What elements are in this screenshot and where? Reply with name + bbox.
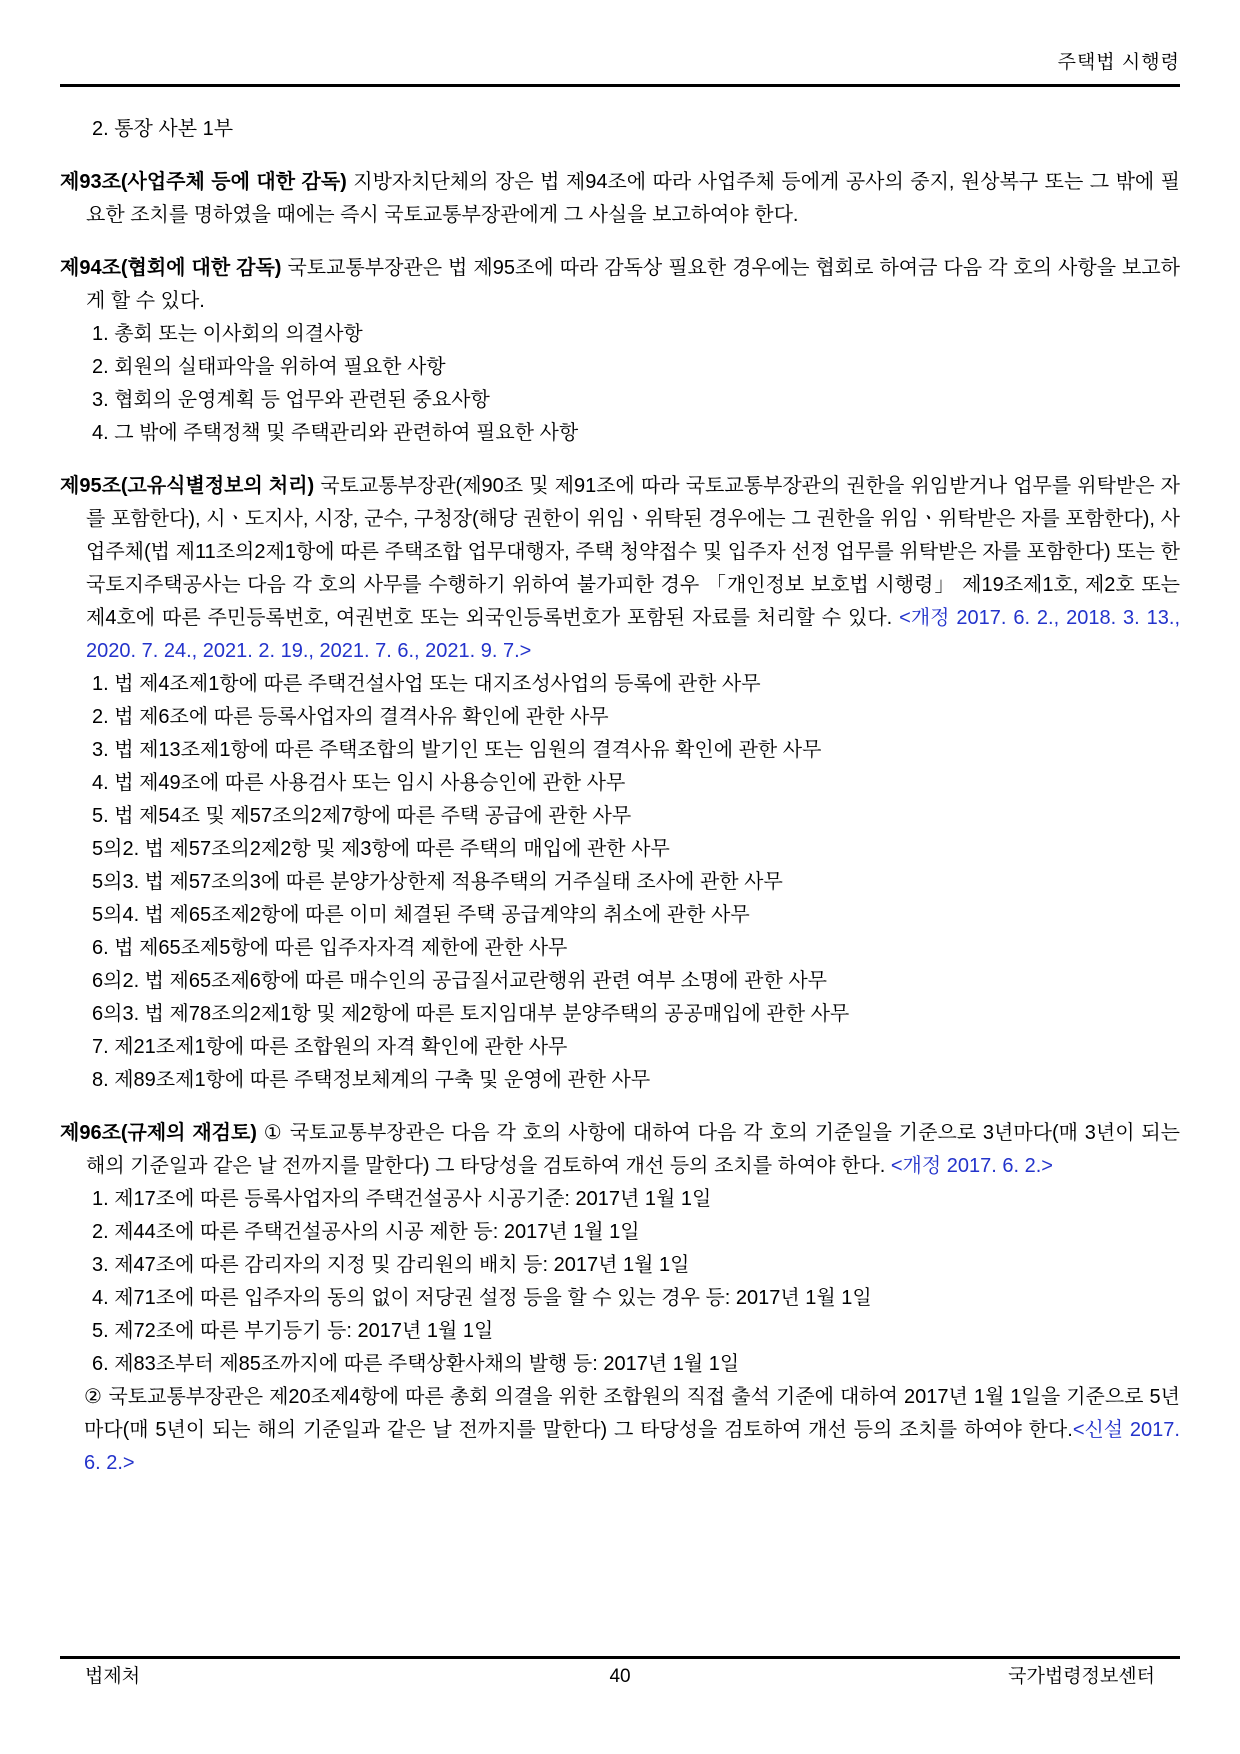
list-item: 7. 제21조제1항에 따른 조합원의 자격 확인에 관한 사무 — [92, 1036, 568, 1058]
article-heading: 제93조(사업주체 등에 대한 감독) — [60, 171, 347, 193]
article-heading: 제94조(협회에 대한 감독) — [60, 257, 282, 279]
footer-page-number: 40 — [609, 1666, 631, 1687]
list-item: 5. 제72조에 따른 부기등기 등: 2017년 1월 1일 — [92, 1320, 494, 1342]
article-paragraph — [60, 1117, 1180, 1183]
footer-publisher: 법제처 — [85, 1666, 141, 1687]
article-heading: 제95조(고유식별정보의 처리) — [60, 475, 315, 497]
list-item: 4. 제71조에 따른 입주자의 동의 없이 저당권 설정 등을 할 수 있는 경우 등: 2017년 1월 1일 — [92, 1287, 872, 1309]
article-text: ① 국토교통부장관은 다음 각 호의 사항에 대하여 다음 각 호의 기준일을 기준으로 3년마다(매 3년이 되는 해의 기준일과 같은 날 전까지를 말한다) 그 타당성을 검토하여 개선 등의 조치를 하여야 한다. — [86, 1122, 1180, 1177]
list-item: 4. 그 밖에 주택정책 및 주택관리와 관련하여 필요한 사항 — [92, 422, 579, 444]
list-item: 4. 법 제49조에 따른 사용검사 또는 임시 사용승인에 관한 사무 — [92, 772, 626, 794]
list-item: 1. 법 제4조제1항에 따른 주택건설사업 또는 대지조성사업의 등록에 관한 사무 — [92, 673, 761, 695]
page-header-title: 주택법 시행령 — [1057, 52, 1180, 73]
list-item: 3. 법 제13조제1항에 따른 주택조합의 발기인 또는 임원의 결격사유 확인에 관한 사무 — [92, 739, 822, 761]
page-header — [60, 50, 1180, 87]
amendment-note: <개정 2017. 6. 2.> — [890, 1155, 1053, 1177]
list-item-lead: 2. 통장 사본 1부 — [92, 118, 234, 140]
list-item: 6의2. 법 제65조제6항에 따른 매수인의 공급질서교란행위 관련 여부 소명에 관한 사무 — [92, 970, 827, 992]
list-item: 1. 제17조에 따른 등록사업자의 주택건설공사 시공기준: 2017년 1월 1일 — [92, 1188, 712, 1210]
article-block — [60, 470, 1180, 1097]
amendment-note: <신설 2017. 6. 2.> — [84, 1419, 1180, 1474]
article-text: 국토교통부장관(제90조 및 제91조에 따라 국토교통부장관의 권한을 위임받거나 업무를 위탁받은 자를 포함한다), 시ㆍ도지사, 시장, 군수, 구청장(해당 권한이 위임ㆍ위탁된 경우에는 그 권한을 위임ㆍ위탁받은 자를 포함한다), 사업주체(법 제11조의2제1항에 따른 주택조합 업무대행자, 주택 청약접수 및 입주자 선정 업무를 위탁받은 자를 포함한다) 또는 한국토지주택공사는 다음 각 호의 사무를 수행하기 위하여 불가피한 경우 「개인정보 보호법 시행령」 제19조제1호, 제2호 또는 제4호에 따른 주민등록번호, 여권번호 또는 외국인등록번호가 포함된 자료를 처리할 수 있다. — [86, 475, 1180, 629]
article-paragraph — [60, 166, 1180, 232]
clause-paragraph — [60, 1381, 1180, 1480]
document-body — [60, 113, 1180, 1480]
article-paragraph — [60, 252, 1180, 318]
list-item: 5. 법 제54조 및 제57조의2제7항에 따른 주택 공급에 관한 사무 — [92, 805, 632, 827]
list-item: 6. 제83조부터 제85조까지에 따른 주택상환사채의 발행 등: 2017년 1월 1일 — [92, 1353, 740, 1375]
list-item: 1. 총회 또는 이사회의 의결사항 — [92, 323, 363, 345]
list-item: 2. 회원의 실태파악을 위하여 필요한 사항 — [92, 356, 446, 378]
list-item: 5의4. 법 제65조제2항에 따른 이미 체결된 주택 공급계약의 취소에 관한 사무 — [92, 904, 750, 926]
article-text: ② 국토교통부장관은 제20조제4항에 따른 총회 의결을 위한 조합원의 직접 출석 기준에 대하여 2017년 1월 1일을 기준으로 5년마다(매 5년이 되는 해의 기준일과 같은 날 전까지를 말한다) 그 타당성을 검토하여 개선 등의 조치를 하여야 한다. — [84, 1386, 1180, 1441]
article-block — [60, 252, 1180, 450]
list-item: 8. 제89조제1항에 따른 주택정보체계의 구축 및 운영에 관한 사무 — [92, 1069, 651, 1091]
list-item: 5의3. 법 제57조의3에 따른 분양가상한제 적용주택의 거주실태 조사에 관한 사무 — [92, 871, 783, 893]
list-item: 3. 협회의 운영계획 등 업무와 관련된 중요사항 — [92, 389, 490, 411]
list-item: 6. 법 제65조제5항에 따른 입주자자격 제한에 관한 사무 — [92, 937, 568, 959]
article-paragraph — [60, 470, 1180, 668]
list-item: 2. 제44조에 따른 주택건설공사의 시공 제한 등: 2017년 1월 1일 — [92, 1221, 640, 1243]
article-heading: 제96조(규제의 재검토) — [60, 1122, 257, 1144]
page-footer — [60, 1656, 1180, 1690]
amendment-note: <개정 2017. 6. 2., 2018. 3. 13., 2020. 7. 24., 2021. 2. 19., 2021. 7. 6., 2021. 9. 7.> — [86, 607, 1180, 662]
footer-source: 국가법령정보센터 — [1008, 1666, 1156, 1687]
articles-container — [60, 166, 1180, 1480]
list-item: 6의3. 법 제78조의2제1항 및 제2항에 따른 토지임대부 분양주택의 공공매입에 관한 사무 — [92, 1003, 850, 1025]
article-text: 지방자치단체의 장은 법 제94조에 따라 사업주체 등에게 공사의 중지, 원상복구 또는 그 밖에 필요한 조치를 명하였을 때에는 즉시 국토교통부장관에게 그 사실을 보고하여야 한다. — [86, 171, 1180, 226]
article-block — [60, 1117, 1180, 1480]
article-text: 국토교통부장관은 법 제95조에 따라 감독상 필요한 경우에는 협회로 하여금 다음 각 호의 사항을 보고하게 할 수 있다. — [86, 257, 1180, 312]
list-item: 2. 법 제6조에 따른 등록사업자의 결격사유 확인에 관한 사무 — [92, 706, 609, 728]
header-rule — [60, 84, 1180, 87]
footer-row — [60, 1664, 1180, 1690]
list-item: 5의2. 법 제57조의2제2항 및 제3항에 따른 주택의 매입에 관한 사무 — [92, 838, 670, 860]
article-block — [60, 166, 1180, 232]
list-item: 3. 제47조에 따른 감리자의 지정 및 감리원의 배치 등: 2017년 1월 1일 — [92, 1254, 690, 1276]
footer-rule — [60, 1656, 1180, 1659]
